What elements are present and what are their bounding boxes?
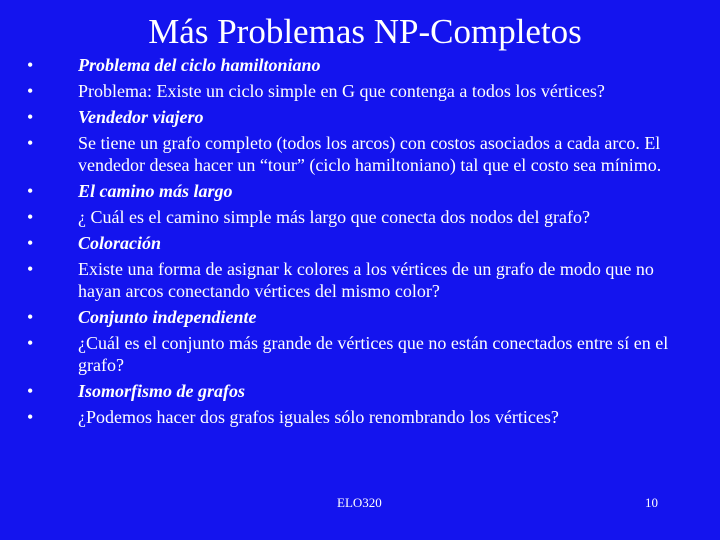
bullet-item-tsp-desc [0, 132, 720, 176]
bullet-item-hamiltonian-desc [0, 80, 720, 102]
bullet-icon: • [27, 133, 34, 153]
bullet-icon: • [27, 107, 34, 127]
bullet-item-tsp-heading [0, 106, 720, 128]
bullet-text: Problema: Existe un ciclo simple en G que contenga a todos los vértices? [78, 81, 605, 101]
bullet-item-independent-set-heading [0, 306, 720, 328]
bullet-text: Vendedor viajero [78, 107, 204, 127]
bullet-item-coloring-desc [0, 258, 720, 302]
bullet-text: El camino más largo [78, 181, 233, 201]
bullet-icon: • [27, 207, 34, 227]
footer-course: ELO320 [337, 495, 382, 510]
bullet-icon: • [27, 307, 34, 327]
bullet-icon: • [27, 81, 34, 101]
bullet-icon: • [27, 259, 34, 279]
bullet-icon: • [27, 407, 34, 427]
slide-title: Más Problemas NP-Completos [148, 12, 582, 51]
bullet-item-hamiltonian-heading [0, 54, 720, 76]
bullet-text: Se tiene un grafo completo (todos los arcos) con costos asociados a cada arco. El vendedor desea hacer un “tour” (ciclo hamiltoniano) tal que el costo sea mínimo. [78, 133, 662, 175]
bullet-icon: • [27, 381, 34, 401]
bullet-icon: • [27, 55, 34, 75]
bullet-text: Existe una forma de asignar k colores a los vértices de un grafo de modo que no hayan arcos conectando vértices del mismo color? [78, 259, 654, 301]
bullet-text: Isomorfismo de grafos [78, 381, 246, 401]
bullet-text: Problema del ciclo hamiltoniano [78, 55, 321, 75]
bullet-item-isomorphism-desc [0, 406, 720, 428]
bullet-text: ¿Cuál es el conjunto más grande de vértices que no están conectados entre sí en el grafo? [78, 333, 669, 375]
bullet-item-coloring-heading [0, 232, 720, 254]
bullet-item-longest-path-heading [0, 180, 720, 202]
bullet-item-independent-set-desc [0, 332, 720, 376]
bullet-icon: • [27, 181, 34, 201]
bullet-text: ¿Podemos hacer dos grafos iguales sólo renombrando los vértices? [78, 407, 559, 427]
bullet-icon: • [27, 233, 34, 253]
footer-page-number: 10 [645, 495, 658, 510]
bullet-item-longest-path-desc [0, 206, 720, 228]
bullet-text: Coloración [78, 233, 162, 253]
bullet-text: Conjunto independiente [78, 307, 257, 327]
bullet-text: ¿ Cuál es el camino simple más largo que conecta dos nodos del grafo? [78, 207, 591, 227]
bullet-icon: • [27, 333, 34, 353]
bullet-item-isomorphism-heading [0, 380, 720, 402]
bullet-list [0, 54, 720, 432]
